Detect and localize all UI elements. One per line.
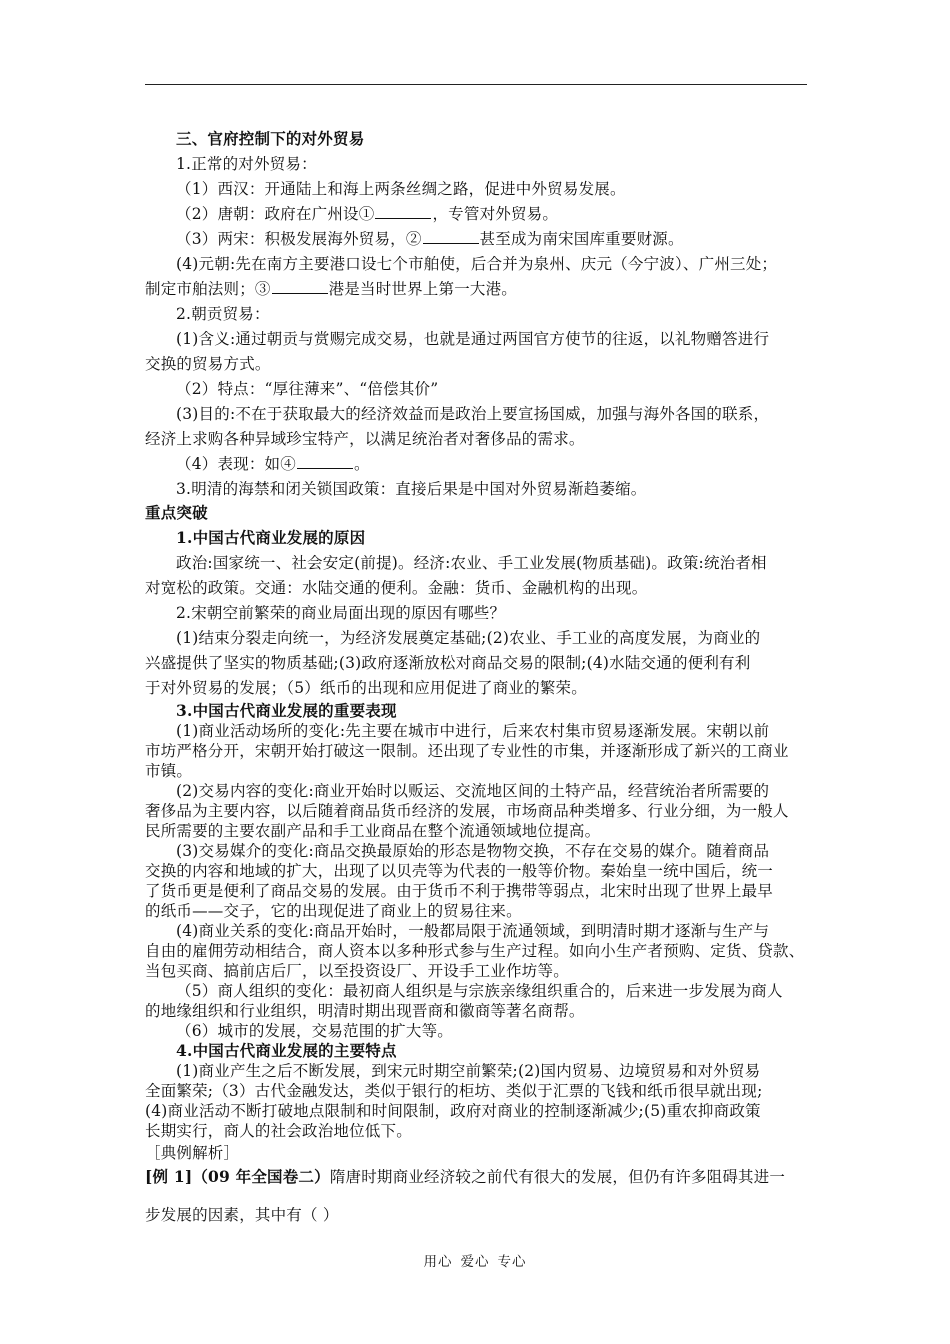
section-title: 重点突破 <box>145 503 208 522</box>
header-rule <box>145 84 807 85</box>
paragraph-line <box>176 228 684 250</box>
paragraph-line: 交换的内容和地域的扩大，出现了以贝壳等为代表的一般等价物。秦始皇一统中国后，统一 <box>145 862 774 880</box>
example-question-line <box>145 1166 785 1188</box>
text-segment: （4）表现：如④ <box>176 455 296 473</box>
paragraph-line: 市坊严格分开，宋朝开始打破这一限制。还出现了专业性的市集，并逐渐形成了新兴的工商业 <box>145 742 789 760</box>
paragraph-line: 政治:国家统一、社会安定(前提)。经济:农业、手工业发展(物质基础)。政策:统治者相 <box>176 554 767 572</box>
paragraph-line: （5）商人组织的变化：最初商人组织是与宗族亲缘组织重合的，后来进一步发展为商人 <box>176 982 783 1000</box>
section-title: 三、官府控制下的对外贸易 <box>176 129 365 148</box>
paragraph-line <box>176 453 370 475</box>
fill-blank <box>423 229 479 244</box>
paragraph-line: (3)目的:不在于获取最大的经济效益而是政治上要宣扬国威，加强与海外各国的联系， <box>176 405 770 423</box>
footer-word: 用心 <box>423 1254 453 1270</box>
paragraph-line: 3.明清的海禁和闭关锁国政策：直接后果是中国对外贸易渐趋萎缩。 <box>176 480 647 498</box>
paragraph-line: （1）西汉：开通陆上和海上两条丝绸之路，促进中外贸易发展。 <box>176 180 626 198</box>
paragraph-line: 对宽松的政策。交通：水陆交通的便利。金融：货币、金融机构的出现。 <box>145 579 648 597</box>
text-segment: 制定市舶法则；③ <box>145 280 271 298</box>
paragraph-line: (1)结束分裂走向统一，为经济发展奠定基础;(2)农业、手工业的高度发展，为商业的 <box>176 629 761 647</box>
subsection-heading: 1.中国古代商业发展的原因 <box>176 528 366 547</box>
paragraph-line <box>176 203 558 225</box>
text-segment: 港是当时世界上第一大港。 <box>328 280 518 298</box>
paragraph-line: 1.正常的对外贸易： <box>176 155 317 173</box>
paragraph-line: 的纸币——交子，它的出现促进了商业上的贸易往来。 <box>145 902 522 920</box>
paragraph-line: 2.朝贡贸易： <box>176 305 270 323</box>
paragraph-line: (1)商业活动场所的变化:先主要在城市中进行，后来农村集市贸易逐渐发展。宋朝以前 <box>176 722 770 740</box>
paragraph-line: 兴盛提供了坚实的物质基础;(3)政府逐渐放松对商品交易的限制;(4)水陆交通的便利有利 <box>145 654 751 672</box>
paragraph-line: (4)商业关系的变化:商品开始时，一般都局限于流通领域，到明清时期才逐渐与生产与 <box>176 922 770 940</box>
example-question-text: 隋唐时期商业经济较之前代有很大的发展，但仍有许多阻碍其进一 <box>329 1168 786 1186</box>
paragraph-line: 的地缘组织和行业组织，明清时期出现晋商和徽商等著名商帮。 <box>145 1002 585 1020</box>
paragraph-line: 奢侈品为主要内容，以后随着商品货币经济的发展，市场商品种类增多、行业分细，为一般人 <box>145 802 789 820</box>
paragraph-line: (1)含义:通过朝贡与赏赐完成交易，也就是通过两国官方使节的往返，以礼物赠答进行 <box>176 330 770 348</box>
subsection-heading: 3.中国古代商业发展的重要表现 <box>176 701 397 720</box>
example-question-line: 步发展的因素，其中有（ ） <box>145 1206 339 1224</box>
fill-blank <box>375 204 431 219</box>
example-source: （09 年全国卷二） <box>192 1167 330 1186</box>
paragraph-line: 全面繁荣;（3）古代金融发达，类似于银行的柜坊、类似于汇票的飞钱和纸币很早就出现; <box>145 1082 763 1100</box>
paragraph-line: (4)元朝:先在南方主要港口设七个市舶使，后合并为泉州、庆元（今宁波）、广州三处； <box>176 255 778 273</box>
paragraph-line: 于对外贸易的发展；（5）纸币的出现和应用促进了商业的繁荣。 <box>145 679 587 697</box>
paragraph-line: 当包买商、搞前店后厂，以至投资设厂、开设手工业作坊等。 <box>145 962 569 980</box>
footer-word: 爱心 <box>460 1254 490 1270</box>
paragraph-line: 长期实行，商人的社会政治地位低下。 <box>145 1122 412 1140</box>
fill-blank <box>297 454 353 469</box>
paragraph-line: 市镇。 <box>145 762 193 780</box>
paragraph-line: （2）特点：“厚往薄来”、“倍偿其价” <box>176 380 439 398</box>
text-segment: （3）两宋：积极发展海外贸易，② <box>176 230 422 248</box>
paragraph-line: 民所需要的主要农副产品和手工业商品在整个流通领域地位提高。 <box>145 822 601 840</box>
text-segment: （2）唐朝：政府在广州设① <box>176 205 375 223</box>
paragraph-line: (3)交易媒介的变化:商品交换最原始的形态是物物交换，不存在交易的媒介。随着商品 <box>176 842 770 860</box>
example-tag: [例 1] <box>145 1167 193 1186</box>
paragraph-line: (2)交易内容的变化:商业开始时以贩运、交流地区间的土特产品，经营统治者所需要的 <box>176 782 770 800</box>
paragraph-line: (1)商业产生之后不断发展，到宋元时期空前繁荣;(2)国内贸易、边境贸易和对外贸易 <box>176 1062 761 1080</box>
paragraph-line: （6）城市的发展，交易范围的扩大等。 <box>176 1022 453 1040</box>
paragraph-line: 经济上求购各种异域珍宝特产，以满足统治者对奢侈品的需求。 <box>145 430 585 448</box>
text-segment: 甚至成为南宋国库重要财源。 <box>479 230 684 248</box>
footer-word: 专心 <box>497 1254 527 1270</box>
subsection-heading: 2.宋朝空前繁荣的商业局面出现的原因有哪些？ <box>176 604 506 622</box>
page-footer <box>0 1250 950 1270</box>
text-segment: ，专管对外贸易。 <box>432 205 559 223</box>
paragraph-line: 交换的贸易方式。 <box>145 355 271 373</box>
paragraph-line <box>145 278 517 300</box>
paragraph-line: (4)商业活动不断打破地点限制和时间限制，政府对商业的控制逐渐减少;(5)重农抑商政策 <box>145 1102 761 1120</box>
paragraph-line: 了货币更是便利了商品交易的发展。由于货币不利于携带等弱点，北宋时出现了世界上最早 <box>145 882 774 900</box>
example-heading: ［典例解析］ <box>145 1144 240 1162</box>
subsection-heading: 4.中国古代商业发展的主要特点 <box>176 1041 397 1060</box>
fill-blank <box>272 279 328 294</box>
text-segment: 。 <box>353 455 370 473</box>
paragraph-line: 自由的雇佣劳动相结合，商人资本以多种形式参与生产过程。如向小生产者预购、定货、贷款、 <box>145 942 805 960</box>
